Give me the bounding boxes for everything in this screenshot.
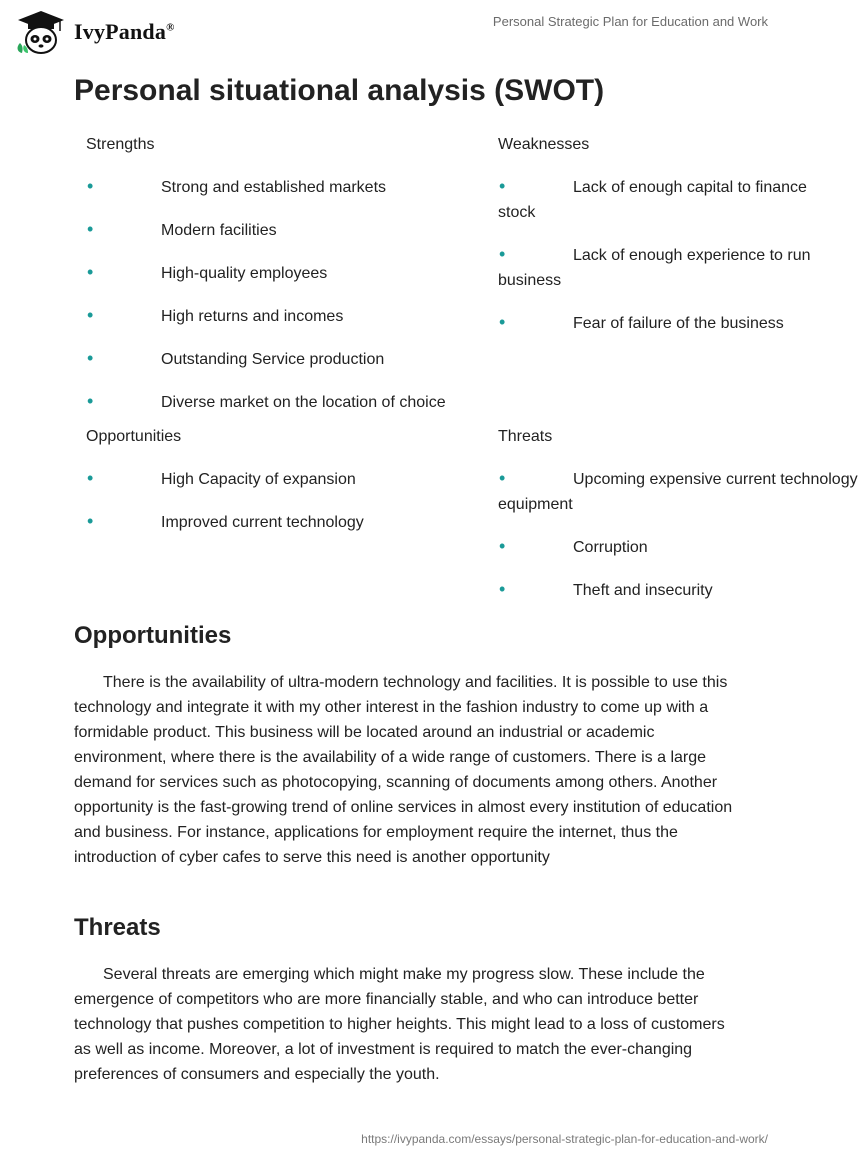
swot-threats: [498, 424, 858, 603]
swot-strengths: [86, 132, 446, 415]
list-item: •Strong and established markets: [86, 174, 446, 200]
section-heading-opportunities: Opportunities: [74, 622, 232, 649]
panda-graduate-icon: [14, 9, 68, 55]
bullet-icon: [498, 310, 573, 335]
bullet-icon: [86, 174, 161, 199]
list-item: •High Capacity of expansion: [86, 466, 364, 492]
section-heading-threats: Threats: [74, 914, 161, 941]
list-item: •Lack of enough capital to finance stock: [498, 174, 800, 225]
brand-name: IvyPanda®: [74, 19, 175, 44]
swot-opportunities: [86, 424, 364, 535]
bullet-icon: [498, 174, 573, 199]
list-item: •Upcoming expensive current technology equipment: [498, 466, 800, 517]
bullet-icon: [86, 303, 161, 328]
bullet-icon: [498, 466, 573, 491]
ivypanda-logo[interactable]: [14, 10, 175, 54]
list-item: •Diverse market on the location of choice: [86, 389, 446, 415]
list-item: •Corruption: [498, 534, 800, 560]
document-title: Personal Strategic Plan for Education and Work: [492, 14, 768, 29]
list-item: •Lack of enough experience to run business: [498, 242, 800, 293]
list-item: •High returns and incomes: [86, 303, 446, 329]
swot-opportunities-heading: Opportunities: [86, 428, 182, 445]
swot-weaknesses-heading: Weaknesses: [498, 136, 590, 153]
bullet-icon: [498, 242, 573, 267]
swot-weaknesses: [498, 132, 811, 336]
section-text-opportunities: There is the availability of ultra-modern technology and facilities. It is possible to use this technology and integrate it with my other interest in the fashion industry to come up with a formidable product. This business will be located around an industrial or academic environment, where there is the availability of a wide range of customers. There is a large demand for services such as photocopying, scanning of documents among others. Another opportunity is the fast-growing trend of online services in almost every institution of education and business. For instance, applications for employment require the internet, thus the introduction of cyber cafes to serve this need is another opportunity: [74, 674, 733, 866]
bullet-icon: [86, 389, 161, 414]
list-item: •Outstanding Service production: [86, 346, 446, 372]
bullet-icon: [86, 509, 161, 534]
page-title: Personal situational analysis (SWOT): [74, 74, 605, 107]
list-item: •Modern facilities: [86, 217, 446, 243]
list-item: •Theft and insecurity: [498, 577, 800, 603]
bullet-icon: [86, 466, 161, 491]
list-item: •High-quality employees: [86, 260, 446, 286]
bullet-icon: [86, 260, 161, 285]
list-item: •Improved current technology: [86, 509, 364, 535]
source-url-link[interactable]: https://ivypanda.com/essays/personal-strategic-plan-for-education-and-work/: [361, 1132, 768, 1146]
bullet-icon: [86, 346, 161, 371]
section-text-threats: Several threats are emerging which might make my progress slow. These include the emergence of competitors who are more financially stable, and who can introduce better technology that pushes competition to higher heights. This might lead to a loss of customers as well as income. Moreover, a lot of investment is required to match the ever-changing preferences of consumers and especially the youth.: [74, 966, 725, 1083]
bullet-icon: [86, 217, 161, 242]
list-item: •Fear of failure of the business: [498, 310, 800, 336]
bullet-icon: [498, 577, 573, 602]
swot-strengths-heading: Strengths: [86, 136, 155, 153]
swot-threats-heading: Threats: [498, 428, 553, 445]
bullet-icon: [498, 534, 573, 559]
